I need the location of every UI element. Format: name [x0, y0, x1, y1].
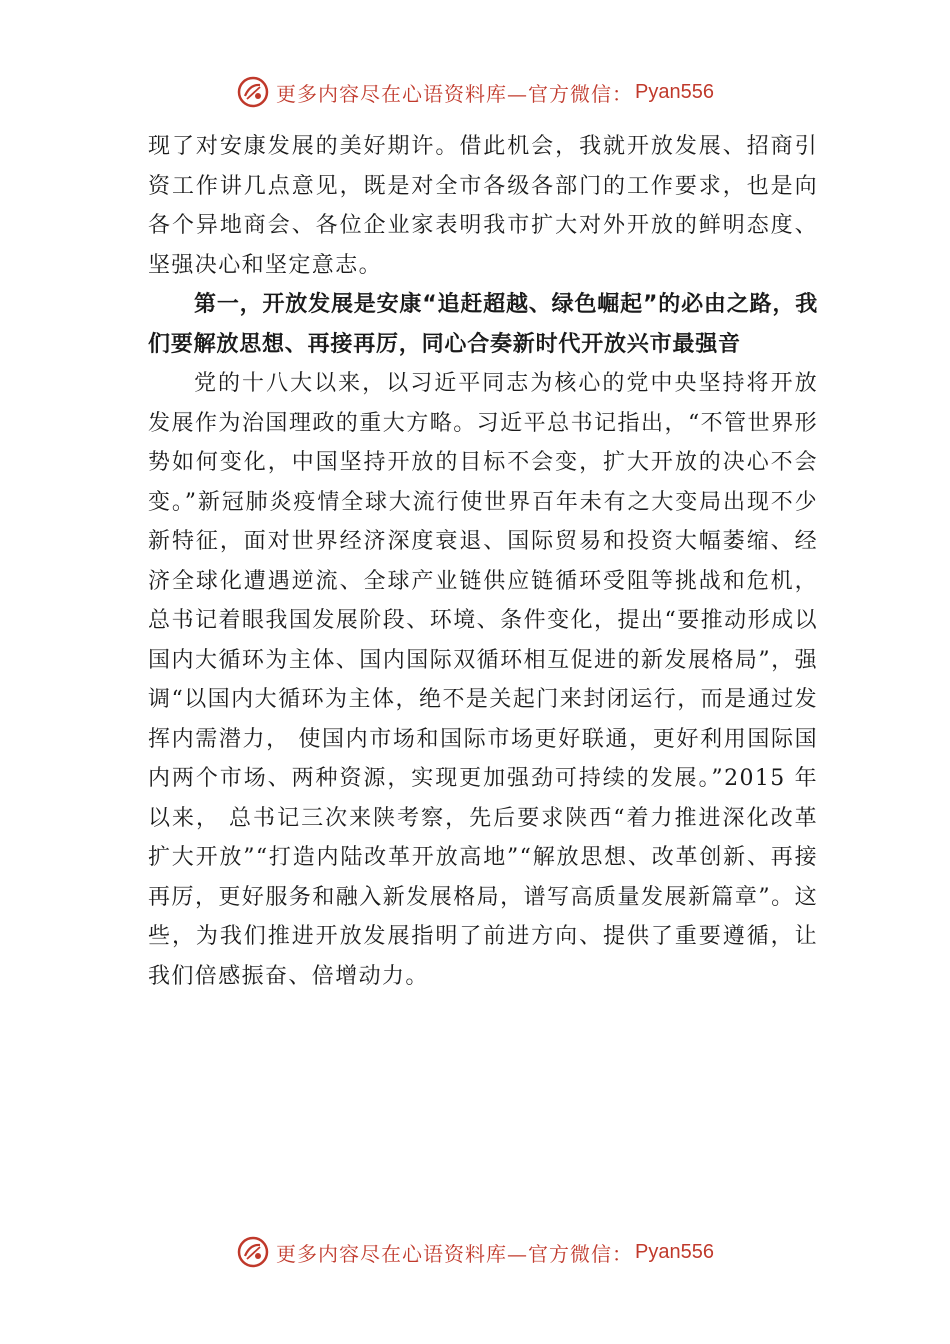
footer-wechat-id: Pyan556 [635, 1240, 714, 1263]
section-heading: 第一，开放发展是安康“追赶超越、绿色崛起”的必由之路，我们要解放思想、再接再厉，同心合奏新时代开放兴市最强音 [148, 292, 818, 357]
header-banner [0, 72, 950, 112]
logo-icon [236, 1235, 270, 1269]
logo-icon [236, 75, 270, 109]
header-wechat-id: Pyan556 [635, 80, 714, 103]
header-banner-text: 更多内容尽在心语资料库—官方微信： [276, 81, 634, 106]
footer-banner-text: 更多内容尽在心语资料库—官方微信： [276, 1241, 634, 1266]
document-body [148, 127, 818, 996]
footer-banner [0, 1232, 950, 1272]
body-paragraph: 党的十八大以来，以习近平同志为核心的党中央坚持将开放发展作为治国理政的重大方略。习近平总书记指出，“不管世界形势如何变化，中国坚持开放的目标不会变，扩大开放的决心不会变。”新冠肺炎疫情全球大流行使世界百年未有之大变局出现不少新特征，面对世界经济深度衰退、国际贸易和投资大幅萎缩、经济全球化遭遇逆流、全球产业链供应链循环受阻等挑战和危机，总书记着眼我国发展阶段、环境、条件变化，提出“要推动形成以国内大循环为主体、国内国际双循环相互促进的新发展格局”，强调“以国内大循环为主体，绝不是关起门来封闭运行，而是通过发挥内需潜力， 使国内市场和国际市场更好联通，更好利用国际国内两个市场、两种资源，实现更加强劲可持续的发展。”2015 年以来， 总书记三次来陕考察，先后要求陕西“着力推进深化改革扩大开放”“打造内陆改革开放高地”“解放思想、改革创新、再接再厉，更好服务和融入新发展格局，谱写高质量发展新篇章”。这些，为我们推进开放发展指明了前进方向、提供了重要遵循，让我们倍感振奋、倍增动力。 [148, 371, 818, 989]
body-paragraph: 现了对安康发展的美好期许。借此机会，我就开放发展、招商引资工作讲几点意见，既是对全市各级各部门的工作要求，也是向各个异地商会、各位企业家表明我市扩大对外开放的鲜明态度、坚强决心和坚定意志。 [148, 134, 818, 278]
